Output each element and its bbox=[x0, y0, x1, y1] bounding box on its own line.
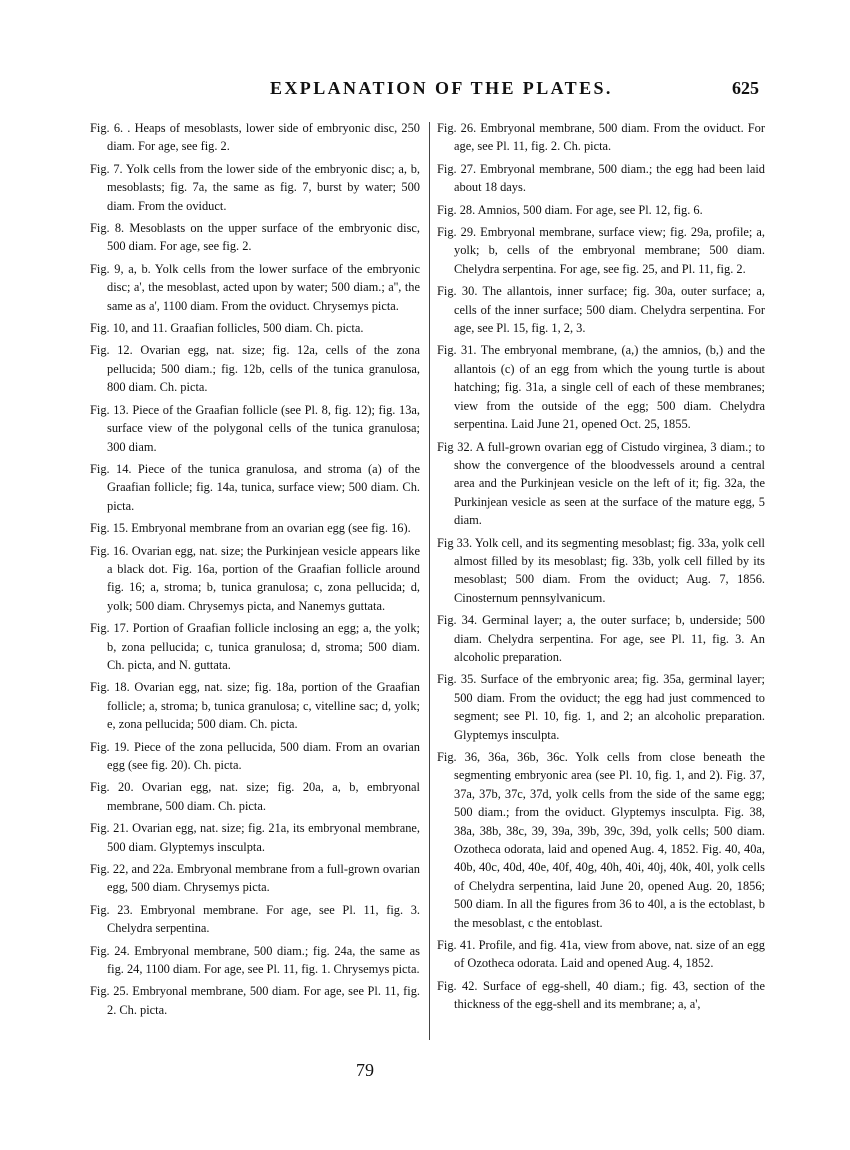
figure-entry: Fig. 30. The allantois, inner surface; fig. 30a, outer surface; a, cells of the inner surface; 500 diam. Chelydra serpentina. For age, see Pl. 15, fig. 1, 2, 3. bbox=[437, 284, 765, 336]
figure-entry: Fig. 9, a, b. Yolk cells from the lower surface of the embryonic disc; a', the mesoblast, acted upon by water; 500 diam.; a'', the same as a', 1100 diam. From the oviduct. Chrysemys picta. bbox=[90, 261, 420, 313]
figure-entry: Fig. 16. Ovarian egg, nat. size; the Purkinjean vesicle appears like a black dot. Fig. 16a, portion of the Graafian follicle around fig. 16; a, stroma; b, tunica granulosa; c, zona pellucida; d, yolk; 500 diam. Chrysemys picta, and Nanemys guttata. bbox=[90, 543, 420, 613]
figure-entry: Fig. 21. Ovarian egg, nat. size; fig. 21a, its embryonal membrane, 500 diam. Glyptemys insculpta. bbox=[90, 821, 420, 854]
figure-entry: Fig. 14. Piece of the tunica granulosa, and stroma (a) of the Graafian follicle; fig. 14a, tunica, surface view; 500 diam. Ch. picta. bbox=[90, 461, 420, 513]
figure-entry: Fig. 26. Embryonal membrane, 500 diam. From the oviduct. For age, see Pl. 11, fig. 2. Ch. picta. bbox=[437, 121, 765, 154]
column-divider bbox=[429, 122, 430, 1040]
figure-entry: Fig. 12. Ovarian egg, nat. size; fig. 12a, cells of the zona pellucida; 500 diam.; fig. 12b, cells of the tunica granulosa, 800 diam. Ch. picta. bbox=[90, 343, 420, 395]
figure-entry: Fig. 34. Germinal layer; a, the outer surface; b, underside; 500 diam. Chelydra serpentina. For age, see Pl. 11, fig. 3. An alcoholic preparation. bbox=[437, 613, 765, 664]
figure-entry: Fig. 17. Portion of Graafian follicle inclosing an egg; a, the yolk; b, zona pellucida; c, tunica granulosa; d, stroma; 500 diam. Ch. picta, and N. guttata. bbox=[90, 621, 420, 672]
figure-entry: Fig. 23. Embryonal membrane. For age, see Pl. 11, fig. 3. Chelydra serpentina. bbox=[90, 902, 420, 936]
figure-entry: Fig. 7. Yolk cells from the lower side of the embryonic disc; a, b, mesoblasts; fig. 7a, the same as fig. 7, burst by water; 500 diam. From the oviduct. bbox=[90, 161, 420, 213]
figure-entry: Fig. 27. Embryonal membrane, 500 diam.; the egg had been laid about 18 days. bbox=[437, 161, 765, 195]
figure-entry: Fig. 31. The embryonal membrane, (a,) the amnios, (b,) and the allantois (c) of an egg from which the young turtle is about hatching; fig. 31a, a single cell of each of these membranes; view from the outside of the egg; 500 diam. Chelydra serpentina. Laid June 21, opened Oct. 25, 1855. bbox=[437, 343, 765, 432]
figure-entry: Fig. 41. Profile, and fig. 41a, view from above, nat. size of an egg of Ozotheca odorata. Laid and opened Aug. 4, 1852. bbox=[437, 938, 765, 971]
running-title: EXPLANATION OF THE PLATES. bbox=[270, 78, 613, 98]
figure-entry: Fig. 15. Embryonal membrane from an ovarian egg (see fig. 16). bbox=[90, 521, 411, 536]
figure-entry: Fig. 8. Mesoblasts on the upper surface of the embryonic disc, 500 diam. For age, see fig. 2. bbox=[90, 221, 420, 254]
page-number: 625 bbox=[732, 78, 759, 98]
figure-entry: Fig 33. Yolk cell, and its segmenting mesoblast; fig. 33a, yolk cell almost filled by its mesoblast; fig. 33b, yolk cell filled by its mesoblast; 500 diam. From the oviduct; Aug. 7, 1856. Cinosternum pennsylvanicum. bbox=[437, 535, 765, 605]
figure-entry: Fig. 24. Embryonal membrane, 500 diam.; fig. 24a, the same as fig. 24, 1100 diam. For age, see Pl. 11, fig. 1. Chrysemys picta. bbox=[90, 943, 420, 977]
figure-entry: Fig. 28. Amnios, 500 diam. For age, see Pl. 12, fig. 6. bbox=[437, 202, 703, 217]
left-column bbox=[90, 119, 420, 1023]
signature-mark: 79 bbox=[356, 1060, 374, 1080]
figure-entry: Fig. 18. Ovarian egg, nat. size; fig. 18a, portion of the Graafian follicle; a, stroma; b, tunica granulosa; c, vitelline sac; d, yolk; e, zona pellucida; 500 diam. Ch. picta. bbox=[90, 680, 420, 732]
figure-entry: Fig. 6. . Heaps of mesoblasts, lower side of embryonic disc, 250 diam. For age, see fig. 2. bbox=[90, 121, 420, 154]
figure-entry: Fig. 20. Ovarian egg, nat. size; fig. 20a, a, b, embryonal membrane, 500 diam. Ch. picta. bbox=[90, 780, 420, 813]
right-column bbox=[437, 119, 765, 1018]
figure-entry: Fig 32. A full-grown ovarian egg of Cistudo virginea, 3 diam.; to show the convergence of the bloodvessels around a central area and the Purkinjean vesicle on the left of it; fig. 32a, the Purkinjean vesicle as seen at the surface of the mature egg, 5 diam. bbox=[437, 439, 765, 528]
figure-entry: Fig. 13. Piece of the Graafian follicle (see Pl. 8, fig. 12); fig. 13a, surface view of the polygonal cells of the tunica granulosa; 300 diam. bbox=[90, 402, 420, 454]
figure-entry: Fig. 19. Piece of the zona pellucida, 500 diam. From an ovarian egg (see fig. 20). Ch. picta. bbox=[90, 739, 420, 772]
figure-entry: Fig. 29. Embryonal membrane, surface view; fig. 29a, profile; a, yolk; b, cells of the embryonal membrane; 500 diam. Chelydra serpentina. For age, see fig. 25, and Pl. 11, fig. 2. bbox=[437, 225, 765, 276]
figure-entry: Fig. 25. Embryonal membrane, 500 diam. For age, see Pl. 11, fig. 2. Ch. picta. bbox=[90, 984, 420, 1017]
figure-entry: Fig. 35. Surface of the embryonic area; fig. 35a, germinal layer; 500 diam. From the oviduct; the egg had just commenced to segment; see Pl. 10, fig. 1, and 2; an alcoholic preparation. Glyptemys insculpta. bbox=[437, 672, 765, 742]
figure-entry: Fig. 22, and 22a. Embryonal membrane from a full-grown ovarian egg, 500 diam. Chrysemys picta. bbox=[90, 862, 420, 895]
figure-entry: Fig. 10, and 11. Graafian follicles, 500 diam. Ch. picta. bbox=[90, 321, 364, 336]
figure-entry: Fig. 42. Surface of egg-shell, 40 diam.; fig. 43, section of the thickness of the egg-shell and its membrane; a, a', bbox=[437, 978, 765, 1012]
figure-entry: Fig. 36, 36a, 36b, 36c. Yolk cells from close beneath the segmenting embryonic area (see Pl. 10, fig. 1, and 2). Fig. 37, 37a, 37b, 37c, 37d, yolk cells from the side of the same egg; 500 diam.; from the oviduct. Glyptemys insculpta. Fig. 38, 38a, 38b, 38c, 39, 39a, 39b, 39c, 39d, yolk cells; 500 diam. Ozotheca odorata, laid and opened Aug. 4, 1852. Fig. 40, 40a, 40b, 40c, 40d, 40e, 40f, 40g, 40h, 40i, 40j, 40k, 40l, yolk cells of Chelydra serpentina, laid June 20, opened Aug. 20, 1856; 500 diam. In all the figures from 36 to 40l, a is the ectoblast, b the mesoblast, c the entoblast. bbox=[437, 750, 765, 930]
